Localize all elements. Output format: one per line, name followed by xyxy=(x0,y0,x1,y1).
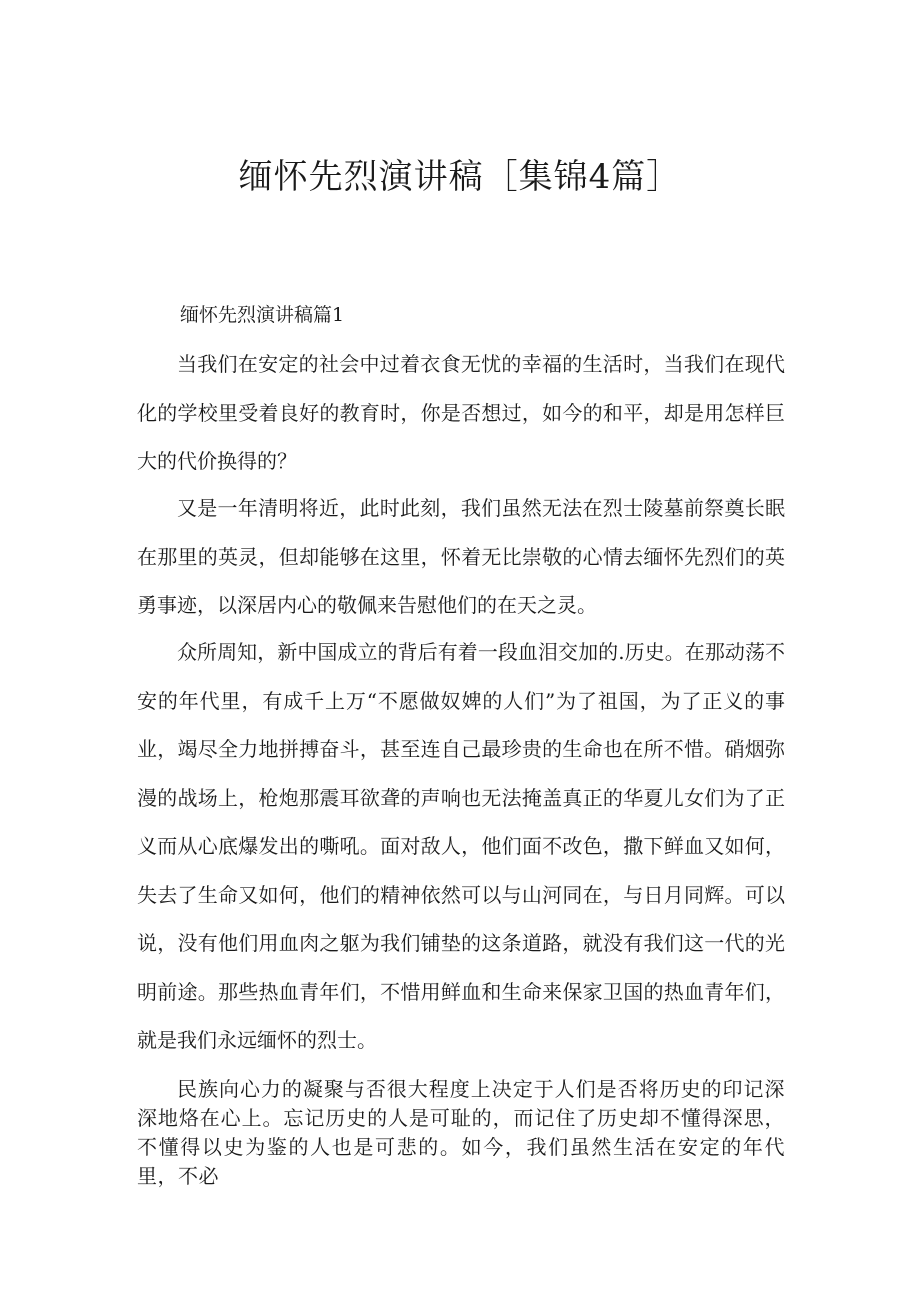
document-title: 缅怀先烈演讲稿［集锦4篇］ xyxy=(238,157,682,197)
paragraph-2: 又是一年清明将近，此时此刻，我们虽然无法在烈士陵墓前祭奠长眠在那里的英灵，但却能够在这里，怀着无比崇敬的心情去缅怀先烈们的英勇事迹，以深居内心的敬佩来告慰他们的在天之灵。 xyxy=(137,496,785,617)
paragraph-4: 民族向心力的凝聚与否很大程度上决定于人们是否将历史的印记深深地烙在心上。忘记历史的人是可耻的，而记住了历史却不懂得深思，不懂得以史为鉴的人也是可悲的。如今，我们虽然生活在安定的年代里，不必 xyxy=(137,1077,785,1188)
paragraph-3: 众所周知，新中国成立的背后有着一段血泪交加的.历史。在那动荡不安的年代里，有成千上万“不愿做奴婢的人们”为了祖国，为了正义的事业，竭尽全力地拼搏奋斗，甚至连自己最珍贵的生命也在所不惜。硝烟弥漫的战场上，枪炮那震耳欲聋的声响也无法掩盖真正的华夏儿女们为了正义而从心底爆发出的嘶吼。面对敌人，他们面不改色，撒下鲜血又如何，失去了生命又如何，他们的精神依然可以与山河同在，与日月同辉。可以说，没有他们用血肉之躯为我们铺垫的这条道路，就没有我们这一代的光明前途。那些热血青年们，不惜用鲜血和生命来保家卫国的热血青年们，就是我们永远缅怀的烈士。 xyxy=(137,640,785,1052)
section-heading: 缅怀先烈演讲稿篇1 xyxy=(180,304,345,326)
paragraph-1: 当我们在安定的社会中过着衣食无忧的幸福的生活时，当我们在现代化的学校里受着良好的教育时，你是否想过，如今的和平，却是用怎样巨大的代价换得的？ xyxy=(137,352,785,473)
